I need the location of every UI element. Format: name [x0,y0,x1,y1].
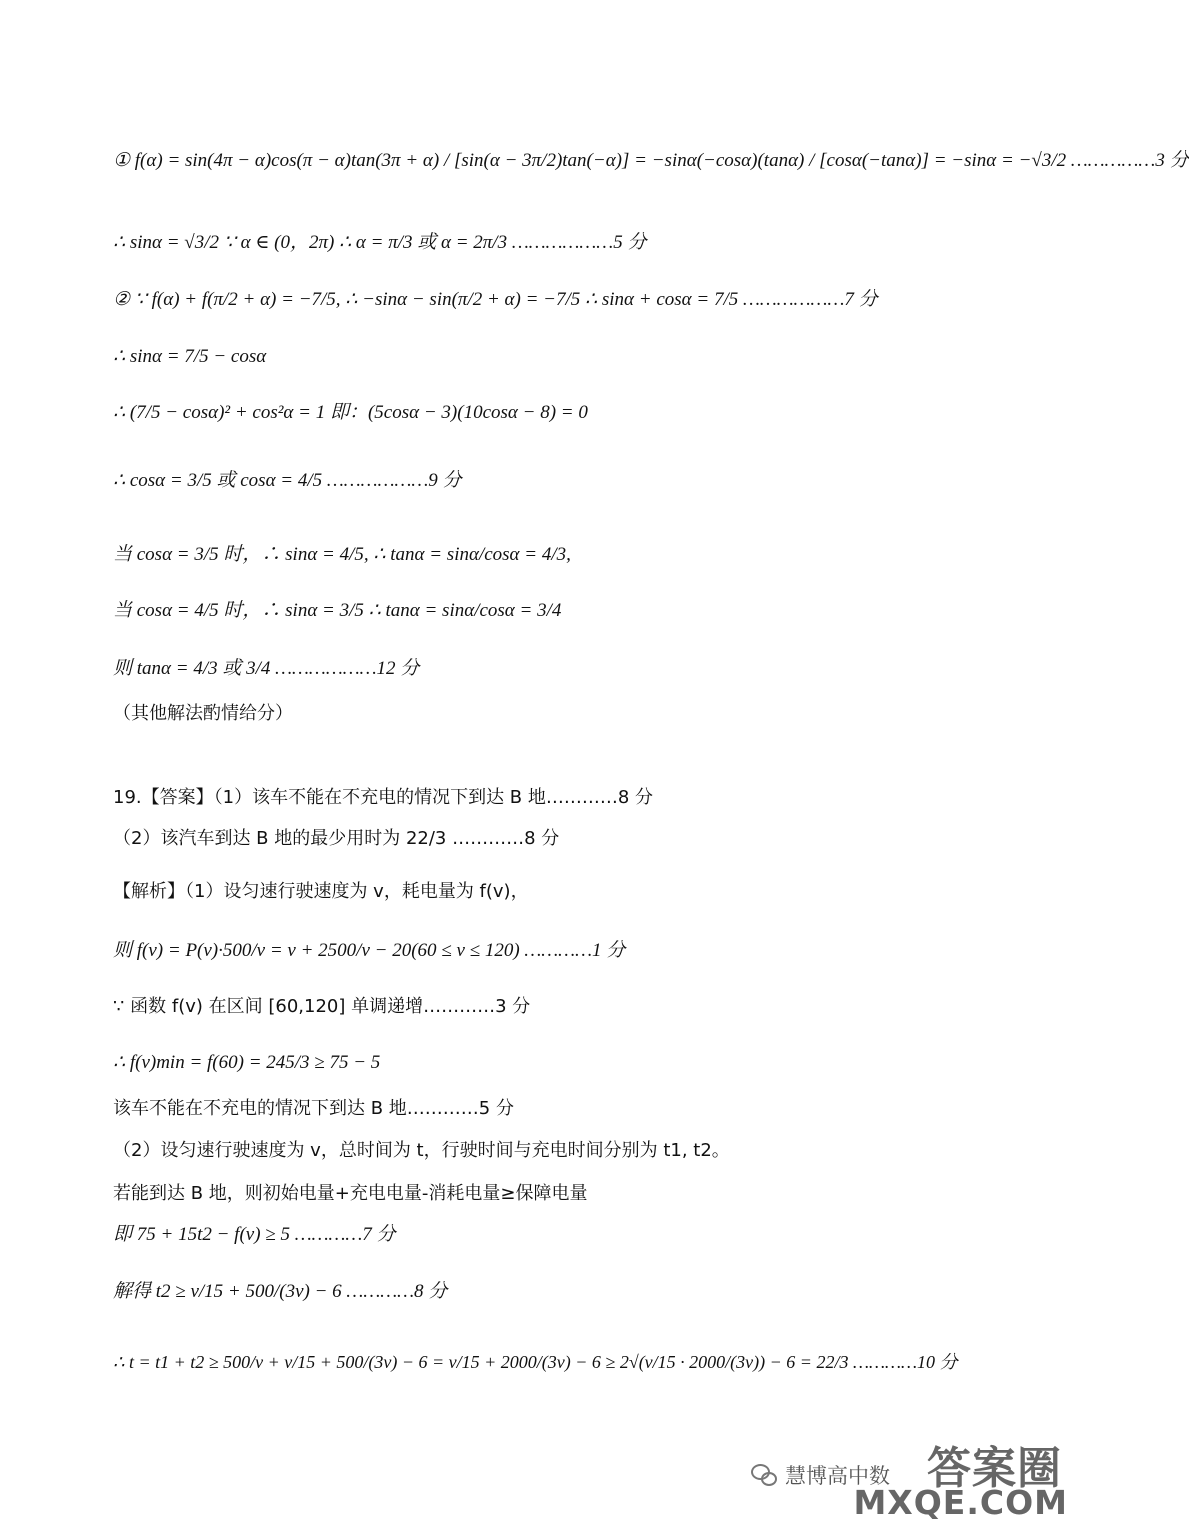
solution-line-4: ∴ sinα = 7/5 − cosα [113,346,267,367]
watermark-bottom-text: MXQE.COM [853,1483,1068,1522]
wechat-icon [751,1464,777,1486]
analysis-line-5: （2）设匀速行驶速度为 v，总时间为 t，行驶时间与充电时间分别为 t1, t2。 [113,1140,730,1161]
solution-line-6: ∴ cosα = 3/5 或 cosα = 4/5 ………………9 分 [113,470,462,491]
solution-line-7: 当 cosα = 3/5 时，∴ sinα = 4/5, ∴ tanα = sinα/cosα = 4/3, [113,544,571,565]
analysis-line-2: ∵ 函数 f(v) 在区间 [60,120] 单调递增…………3 分 [113,996,531,1017]
watermark-top-text: 答案圈 [927,1443,1062,1494]
analysis-line-6: 若能到达 B 地，则初始电量+充电电量-消耗电量≥保障电量 [113,1183,588,1204]
answer-19-part-1: 19.【答案】（1）该车不能在不充电的情况下到达 B 地…………8 分 [113,787,654,808]
source-label: 慧博高中数 [785,1464,890,1488]
solution-line-9: 则 tanα = 4/3 或 3/4 ………………12 分 [113,658,420,679]
analysis-line-9: ∴ t = t1 + t2 ≥ 500/v + v/15 + 500/(3v) − 6 = v/15 + 2000/(3v) − 6 ≥ 2√(v/15 · 2000/(3v)) − 6 = 22/3 …………10 分 [113,1352,958,1372]
grading-note: （其他解法酌情给分） [113,703,293,724]
analysis-line-7: 即 75 + 15t2 − f(v) ≥ 5 …………7 分 [113,1224,396,1245]
analysis-line-3: ∴ f(v)min = f(60) = 245/3 ≥ 75 − 5 [113,1052,381,1073]
solution-line-1: ① f(α) = sin(4π − α)cos(π − α)tan(3π + α) / [sin(α − 3π/2)tan(−α)] = −sinα(−cosα)(tanα) / [cosα(−tanα)] = −sinα = −√3/2 ……………3 分 [113,150,1189,171]
analysis-intro: 【解析】（1）设匀速行驶速度为 v，耗电量为 f(v)， [113,881,529,902]
watermark-logo [853,1432,1072,1522]
solution-line-5: ∴ (7/5 − cosα)² + cos²α = 1 即：(5cosα − 3)(10cosα − 8) = 0 [113,402,588,423]
solution-line-8: 当 cosα = 4/5 时，∴ sinα = 3/5 ∴ tanα = sinα/cosα = 3/4 [113,600,562,621]
analysis-line-4: 该车不能在不充电的情况下到达 B 地…………5 分 [113,1098,514,1119]
analysis-line-8: 解得 t2 ≥ v/15 + 500/(3v) − 6 …………8 分 [113,1281,448,1302]
solution-line-3: ② ∵ f(α) + f(π/2 + α) = −7/5, ∴ −sinα − sin(π/2 + α) = −7/5 ∴ sinα + cosα = 7/5 ………………7 分 [113,289,878,310]
solution-line-2: ∴ sinα = √3/2 ∵ α ∈ (0，2π) ∴ α = π/3 或 α = 2π/3 ………………5 分 [113,232,647,253]
answer-19-part-2: （2）该汽车到达 B 地的最少用时为 22/3 …………8 分 [113,828,560,849]
analysis-line-1: 则 f(v) = P(v)·500/v = v + 2500/v − 20(60 ≤ v ≤ 120) …………1 分 [113,940,626,961]
